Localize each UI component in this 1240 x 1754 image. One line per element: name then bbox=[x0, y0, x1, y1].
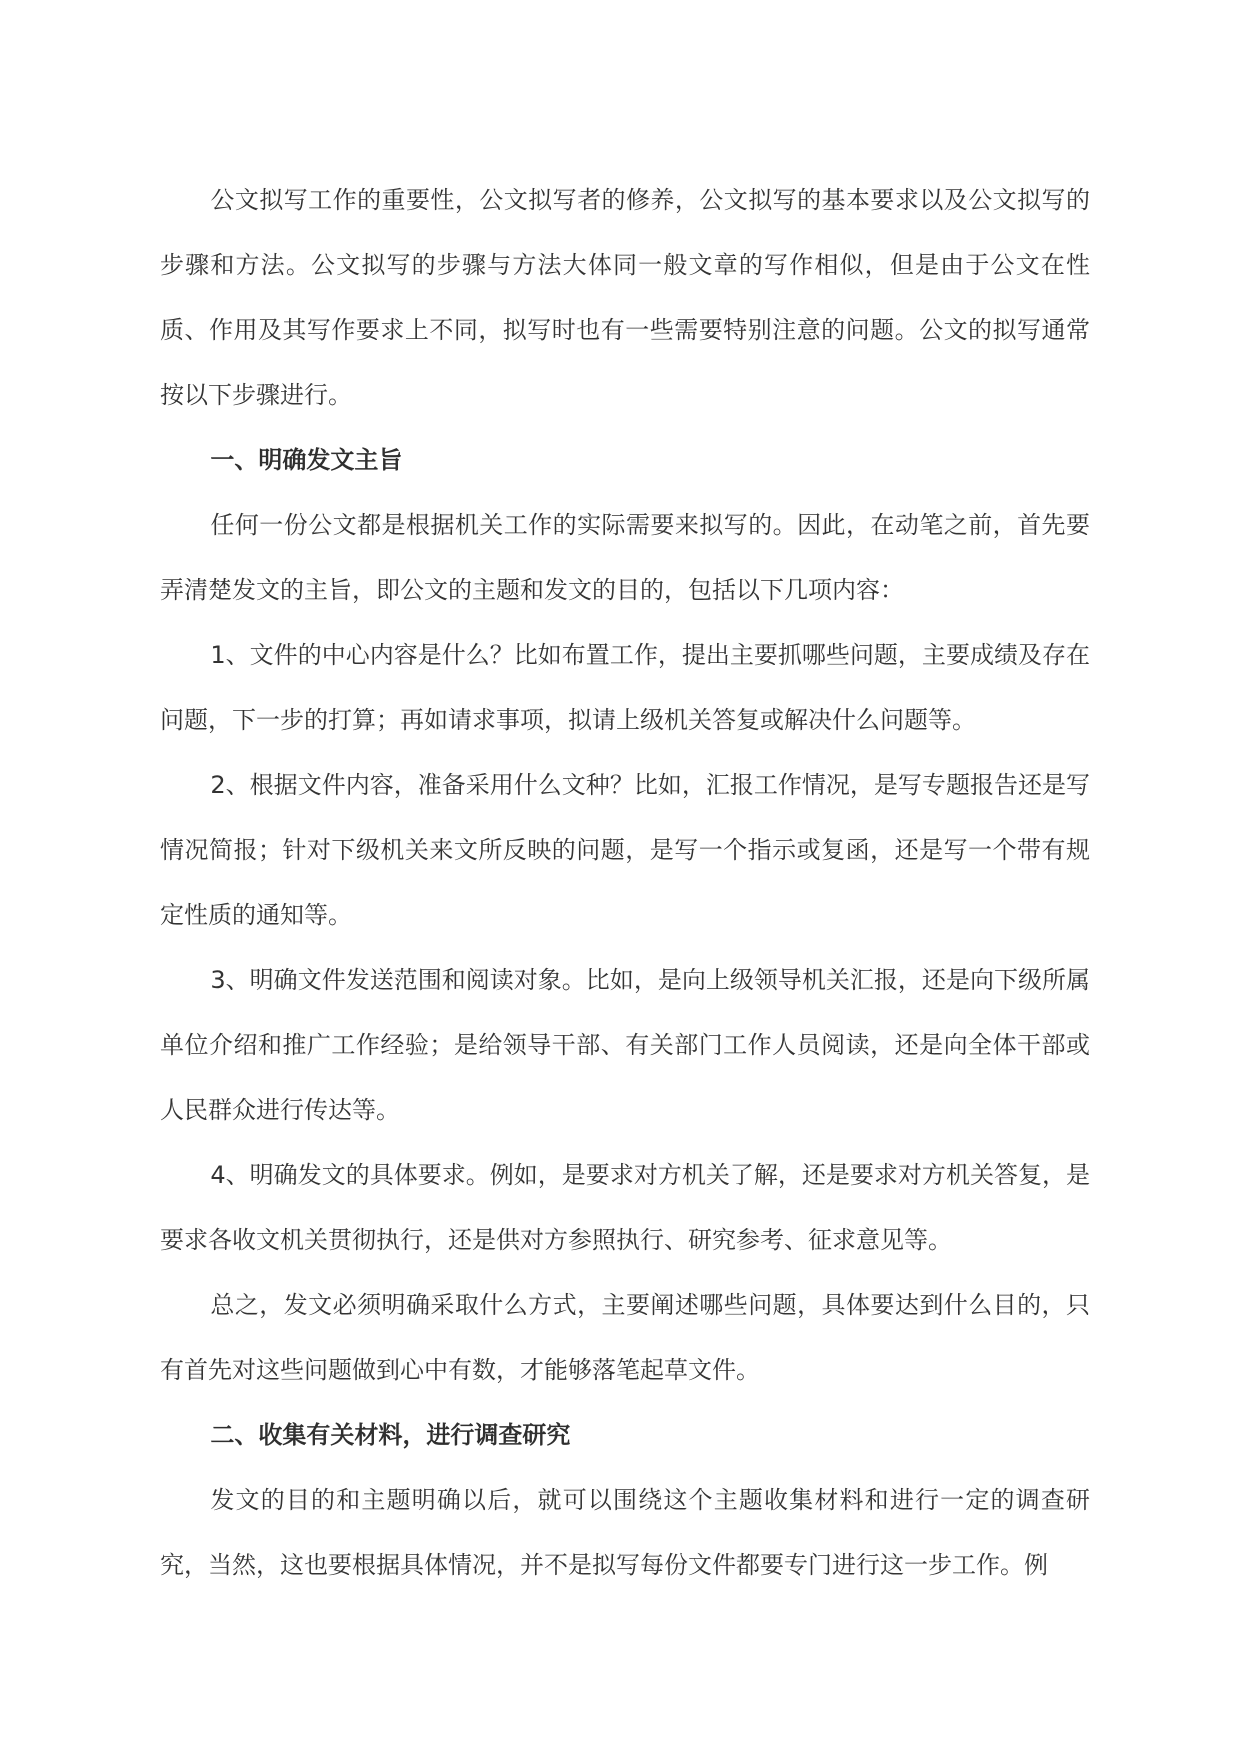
list-item-1: 1、文件的中心内容是什么？比如布置工作，提出主要抓哪些问题，主要成绩及存在问题，下一步的打算；再如请求事项，拟请上级机关答复或解决什么问题等。 bbox=[160, 641, 1090, 734]
list-item-2: 2、根据文件内容，准备采用什么文种？比如，汇报工作情况，是写专题报告还是写情况简报；针对下级机关来文所反映的问题，是写一个指示或复函，还是写一个带有规定性质的通知等。 bbox=[160, 771, 1090, 929]
body-paragraph: 发文的目的和主题明确以后，就可以围绕这个主题收集材料和进行一定的调查研究，当然，这也要根据具体情况，并不是拟写每份文件都要专门进行这一步工作。例 bbox=[160, 1486, 1090, 1579]
body-paragraph: 任何一份公文都是根据机关工作的实际需要来拟写的。因此，在动笔之前，首先要弄清楚发文的主旨，即公文的主题和发文的目的，包括以下几项内容： bbox=[160, 511, 1090, 604]
intro-paragraph: 公文拟写工作的重要性，公文拟写者的修养，公文拟写的基本要求以及公文拟写的步骤和方法。公文拟写的步骤与方法大体同一般文章的写作相似，但是由于公文在性质、作用及其写作要求上不同，拟写时也有一些需要特别注意的问题。公文的拟写通常按以下步骤进行。 bbox=[160, 186, 1090, 409]
document-body bbox=[160, 168, 1090, 1598]
list-item-4: 4、明确发文的具体要求。例如，是要求对方机关了解，还是要求对方机关答复，是要求各收文机关贯彻执行，还是供对方参照执行、研究参考、征求意见等。 bbox=[160, 1161, 1090, 1254]
summary-paragraph: 总之，发文必须明确采取什么方式，主要阐述哪些问题，具体要达到什么目的，只有首先对这些问题做到心中有数，才能够落笔起草文件。 bbox=[160, 1291, 1090, 1384]
section-heading-1: 一、明确发文主旨 bbox=[210, 446, 403, 474]
list-item-3: 3、明确文件发送范围和阅读对象。比如，是向上级领导机关汇报，还是向下级所属单位介绍和推广工作经验；是给领导干部、有关部门工作人员阅读，还是向全体干部或人民群众进行传达等。 bbox=[160, 966, 1090, 1124]
section-heading-2: 二、收集有关材料，进行调查研究 bbox=[210, 1421, 571, 1449]
